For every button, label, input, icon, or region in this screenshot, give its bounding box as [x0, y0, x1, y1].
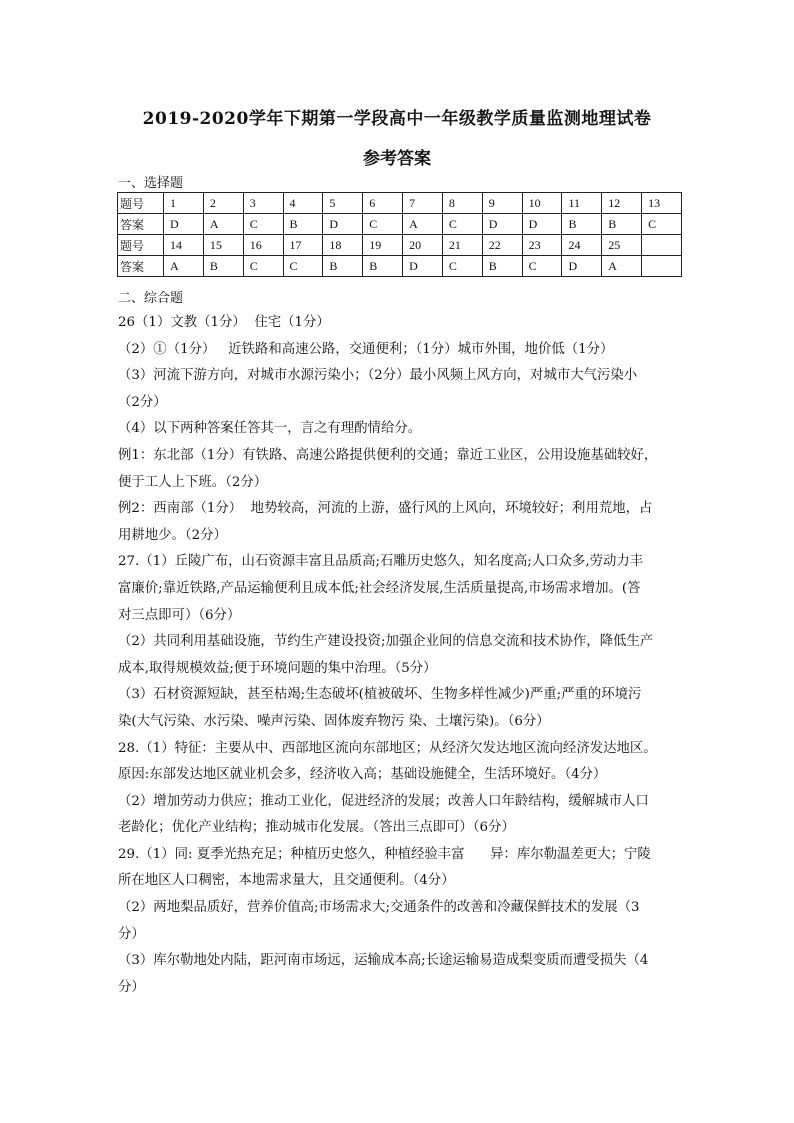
table-cell: 19 [363, 235, 403, 256]
table-cell: B [203, 256, 243, 277]
table-cell: B [283, 214, 323, 235]
table-cell: C [243, 256, 283, 277]
table-cell: 6 [363, 193, 403, 214]
answer-line: （2分） [118, 394, 167, 410]
table-cell: C [363, 214, 403, 235]
table-cell: 20 [403, 235, 443, 256]
table-cell: 3 [243, 193, 283, 214]
table-row-header: 答案 [118, 256, 164, 277]
answer-line: 26（1）文教（1分） 住宅（1分） [118, 315, 330, 330]
answer-line: （2）共同利用基础设施，节约生产建设投资;加强企业间的信息交流和技术协作，降低生产 [118, 634, 654, 650]
answer-line: （3）石材资源短缺，甚至枯竭;生态破坏(植被破坏、生物多样性减少)严重;严重的环境污 [118, 687, 642, 703]
table-cell: 2 [203, 193, 243, 214]
page-subtitle: 参考答案 [363, 149, 431, 169]
answer-line: 例2：西南部（1分） 地势较高，河流的上游，盛行风的上风向，环境较好；利用荒地，占 [118, 501, 653, 517]
table-cell: 13 [642, 193, 682, 214]
section-heading-comprehensive: 二、综合题 [118, 291, 184, 306]
answer-line: 28.（1）特征：主要从中、西部地区流向东部地区；从经济欠发达地区流向经济发达地区。 [118, 740, 657, 756]
answer-line: 富廉价;靠近铁路,产品运输便利且成本低;社会经济发展,生活质量提高,市场需求增加。(答 [118, 580, 641, 596]
table-cell: A [203, 214, 243, 235]
table-cell: 1 [164, 193, 204, 214]
table-cell: B [562, 214, 602, 235]
table-row-header: 题号 [118, 235, 164, 256]
answer-line: 27.（1）丘陵广布，山石资源丰富且品质高;石雕历史悠久，知名度高;人口众多,劳动力丰 [118, 554, 644, 570]
answer-line: （2）①（1分） 近铁路和高速公路，交通便利；（1分）城市外围，地价低（1分） [118, 341, 614, 357]
table-cell: A [403, 214, 443, 235]
answer-line: 例1：东北部（1分）有铁路、高速公路提供便利的交通；靠近工业区，公用设施基础较好， [118, 447, 658, 463]
answer-line: 原因:东部发达地区就业机会多，经济收入高；基础设施健全，生活环境好。（4分） [118, 767, 607, 783]
table-cell: C [243, 214, 283, 235]
table-cell: D [482, 214, 522, 235]
table-cell: C [442, 214, 482, 235]
table-cell: 12 [602, 193, 642, 214]
table-cell: 23 [522, 235, 562, 256]
answer-line: 分） [118, 926, 145, 942]
table-cell: C [642, 214, 682, 235]
answer-table [117, 192, 682, 277]
table-cell: D [522, 214, 562, 235]
answer-line: 成本,取得规模效益;便于环境问题的集中治理。（5分） [118, 660, 437, 676]
answer-line: 分） [118, 979, 145, 995]
table-cell: D [562, 256, 602, 277]
table-cell: 7 [403, 193, 443, 214]
table-cell: B [602, 214, 642, 235]
table-cell: B [323, 256, 363, 277]
answer-body [118, 310, 683, 1001]
answer-line: 29.（1）同: 夏季光热充足；种植历史悠久，种植经验丰富 异：库尔勒温差更大；宁陵 [118, 846, 651, 862]
table-cell: 10 [522, 193, 562, 214]
answer-line: （3）库尔勒地处内陆，距河南市场远，运输成本高;长途运输易造成梨变质而遭受损失（4 [118, 953, 649, 969]
table-cell: 15 [203, 235, 243, 256]
table-cell: D [403, 256, 443, 277]
table-cell: 14 [164, 235, 204, 256]
table-cell: C [442, 256, 482, 277]
table-row-header: 答案 [118, 214, 164, 235]
table-row [118, 256, 682, 277]
table-cell: 5 [323, 193, 363, 214]
page-title: 2019-2020学年下期第一学段高中一年级教学质量监测地理试卷 [142, 109, 652, 129]
table-cell: 21 [442, 235, 482, 256]
table-cell: 4 [283, 193, 323, 214]
table-cell: 22 [482, 235, 522, 256]
table-cell: B [482, 256, 522, 277]
table-cell: B [363, 256, 403, 277]
answer-line: （4）以下两种答案任答其一，言之有理酌情给分。 [118, 421, 422, 437]
table-cell: 17 [283, 235, 323, 256]
table-cell: A [602, 256, 642, 277]
table-cell: 9 [482, 193, 522, 214]
answer-line: 便于工人上下班。（2分） [118, 474, 268, 490]
answer-line: （2）增加劳动力供应；推动工业化，促进经济的发展；改善人口年龄结构，缓解城市人口 [118, 793, 649, 809]
table-row [118, 235, 682, 256]
answer-line: （2）两地梨品质好，营养价值高;市场需求大;交通条件的改善和冷藏保鲜技术的发展（3 [118, 900, 640, 916]
table-cell: 8 [442, 193, 482, 214]
answer-line: 所在地区人口稠密，本地需求量大，且交通便利。（4分） [118, 873, 455, 889]
table-row [118, 193, 682, 214]
answer-line: 老龄化；优化产业结构；推动城市化发展。（答出三点即可）（6分） [118, 820, 515, 836]
table-cell: C [522, 256, 562, 277]
table-cell [642, 256, 682, 277]
table-cell: D [164, 214, 204, 235]
answer-line: 用耕地少。（2分） [118, 527, 227, 543]
table-cell: 18 [323, 235, 363, 256]
table-cell: 16 [243, 235, 283, 256]
table-row-header: 题号 [118, 193, 164, 214]
table-cell: 11 [562, 193, 602, 214]
table-cell: C [283, 256, 323, 277]
table-cell [642, 235, 682, 256]
answer-line: （3）河流下游方向，对城市水源污染小；（2分）最小风频上风方向，对城市大气污染小 [118, 368, 638, 384]
answer-line: 对三点即可）（6分） [118, 607, 241, 623]
table-cell: 24 [562, 235, 602, 256]
answer-line: 染(大气污染、水污染、噪声污染、固体废弃物污 染、土壤污染)。（6分） [118, 713, 550, 729]
table-row [118, 214, 682, 235]
table-cell: D [323, 214, 363, 235]
section-heading-choice: 一、选择题 [118, 176, 184, 191]
table-cell: A [164, 256, 204, 277]
table-cell: 25 [602, 235, 642, 256]
